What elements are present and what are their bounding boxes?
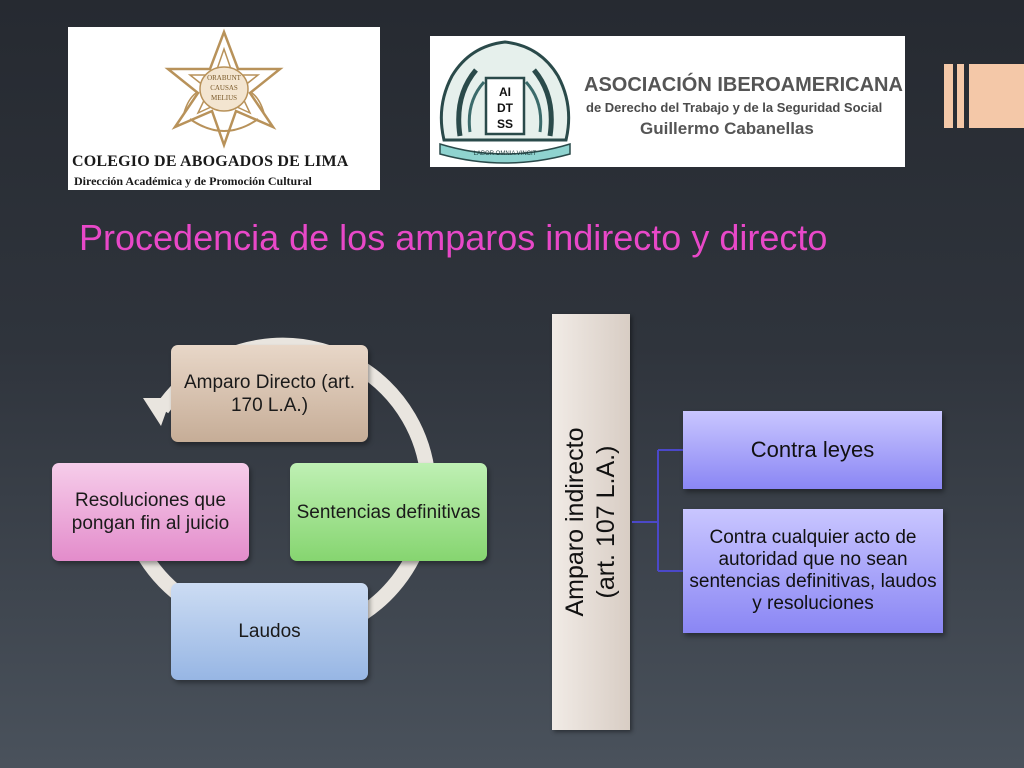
colegio-subtitle: Dirección Académica y de Promoción Cultural <box>74 174 312 188</box>
asociacion-line1: ASOCIACIÓN IBEROAMERICANA <box>584 74 903 96</box>
aidtss-letters-2: DT <box>497 101 513 115</box>
asociacion-line3: Guillermo Cabanellas <box>640 119 814 138</box>
aidtss-letters-3: SS <box>496 117 514 131</box>
emblem-word-1: ORABUNT <box>207 74 241 82</box>
aidtss-letters-1: AI <box>499 85 511 99</box>
colegio-name: COLEGIO DE ABOGADOS DE LIMA <box>72 153 349 170</box>
amparo-indirecto-line2: (art. 107 L.A.) <box>592 445 620 599</box>
node-amparo-directo-label: Amparo Directo (art. 170 L.A.) <box>183 371 356 416</box>
page-title: Procedencia de los amparos indirecto y directo <box>79 217 828 258</box>
branch-contra-acto-label: Contra cualquier acto de autoridad que no sean sentencias definitivas, laudos y resoluciones <box>689 527 937 614</box>
amparo-indirecto-line1: Amparo indirecto <box>561 427 589 617</box>
node-sentencias-label: Sentencias definitivas <box>296 501 481 523</box>
aidtss-motto: LABOR OMNIA VINCIT <box>473 151 537 157</box>
emblem-word-2: CAUSAS <box>210 84 238 92</box>
branch-contra-leyes <box>683 411 942 489</box>
node-laudos-label: Laudos <box>238 621 301 642</box>
branch-contra-leyes-label: Contra leyes <box>750 437 875 462</box>
branch-contra-acto <box>683 509 943 633</box>
asociacion-line2: de Derecho del Trabajo y de la Seguridad Social <box>586 100 883 115</box>
node-resoluciones-label: Resoluciones que pongan fin al juicio <box>71 490 230 534</box>
emblem-word-3: MELIUS <box>210 94 238 102</box>
